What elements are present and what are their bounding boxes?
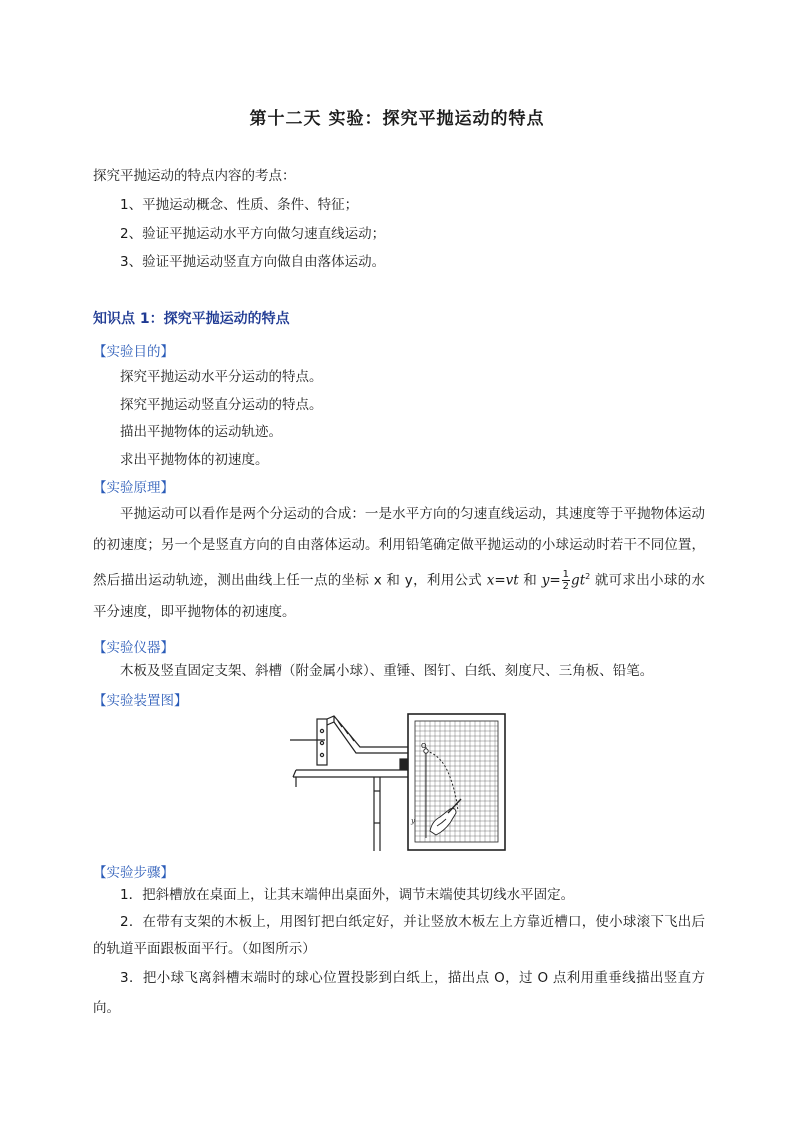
knowledge-point-heading: 知识点 1：探究平抛运动的特点 [93,311,290,327]
section-heading-apparatus: 【实验装置图】 [93,693,188,709]
origin-label: O [421,742,427,750]
formula-fraction [562,569,570,592]
intro-item: 3、验证平抛运动竖直方向做自由落体运动。 [120,254,386,270]
step-item: 3．把小球飞离斜槽末端时的球心位置投影到白纸上，描出点 O，过 O 点利用重垂线描出竖直方向。 [93,970,705,1016]
incline-chute-icon [317,716,412,769]
section-heading-steps: 【实验步骤】 [93,865,174,881]
formula-exponent: 2 [585,572,591,581]
section-heading-purpose: 【实验目的】 [93,344,174,360]
purpose-item: 探究平抛运动竖直分运动的特点。 [120,397,323,413]
principle-text: 和 [518,572,542,589]
formula-gt: gt [571,572,586,589]
principle-paragraph [93,499,705,628]
principle-text: 就可求出小球的水平分速度，即平抛物体的初速度。 [93,572,705,620]
step-item: 1．把斜槽放在桌面上，让其末端伸出桌面外，调节末端使其切线水平固定。 [120,887,575,903]
purpose-item: 求出平抛物体的初速度。 [120,452,269,468]
table-icon [290,740,413,851]
y-axis-label: y [411,817,415,825]
formula-x-vt: x=vt [486,572,519,589]
instruments-text: 木板及竖直固定支架、斜槽（附金属小球）、重锤、图钉、白纸、刻度尺、三角板、铅笔。 [120,663,654,679]
intro-item: 2、验证平抛运动水平方向做匀速直线运动； [120,226,386,242]
purpose-item: 描出平抛物体的运动轨迹。 [120,424,282,440]
step-item: 2．在带有支架的木板上，用图钉把白纸定好，并让竖放木板左上方靠近槽口，使小球滚下飞出后的轨道平面跟板面平行。（如图所示） [93,914,705,957]
principle-text: 平抛运动可以看作是两个分运动的合成：一是水平方向的匀速直线运动，其速度等于平抛物体运动的初速度；另一个是竖直方向的自由落体运动。利用铅笔确定做平抛运动的小球运动时若干不同位置，然后描出运动轨迹，测出曲线上任一点的坐标 x 和 y，利用公式 [93,506,705,589]
purpose-item: 探究平抛运动水平分运动的特点。 [120,369,323,385]
section-heading-instruments: 【实验仪器】 [93,640,174,656]
apparatus-diagram [290,713,506,853]
intro-heading: 探究平抛运动的特点内容的考点： [93,168,296,184]
grid-board-icon [408,714,505,850]
formula-y-lhs: y= [541,572,561,589]
section-heading-principle: 【实验原理】 [93,480,174,496]
page-title: 第十二天 实验：探究平抛运动的特点 [249,109,545,129]
fraction-denominator: 2 [562,581,570,592]
fraction-numerator: 1 [562,569,570,580]
intro-item: 1、平抛运动概念、性质、条件、特征； [120,197,359,213]
